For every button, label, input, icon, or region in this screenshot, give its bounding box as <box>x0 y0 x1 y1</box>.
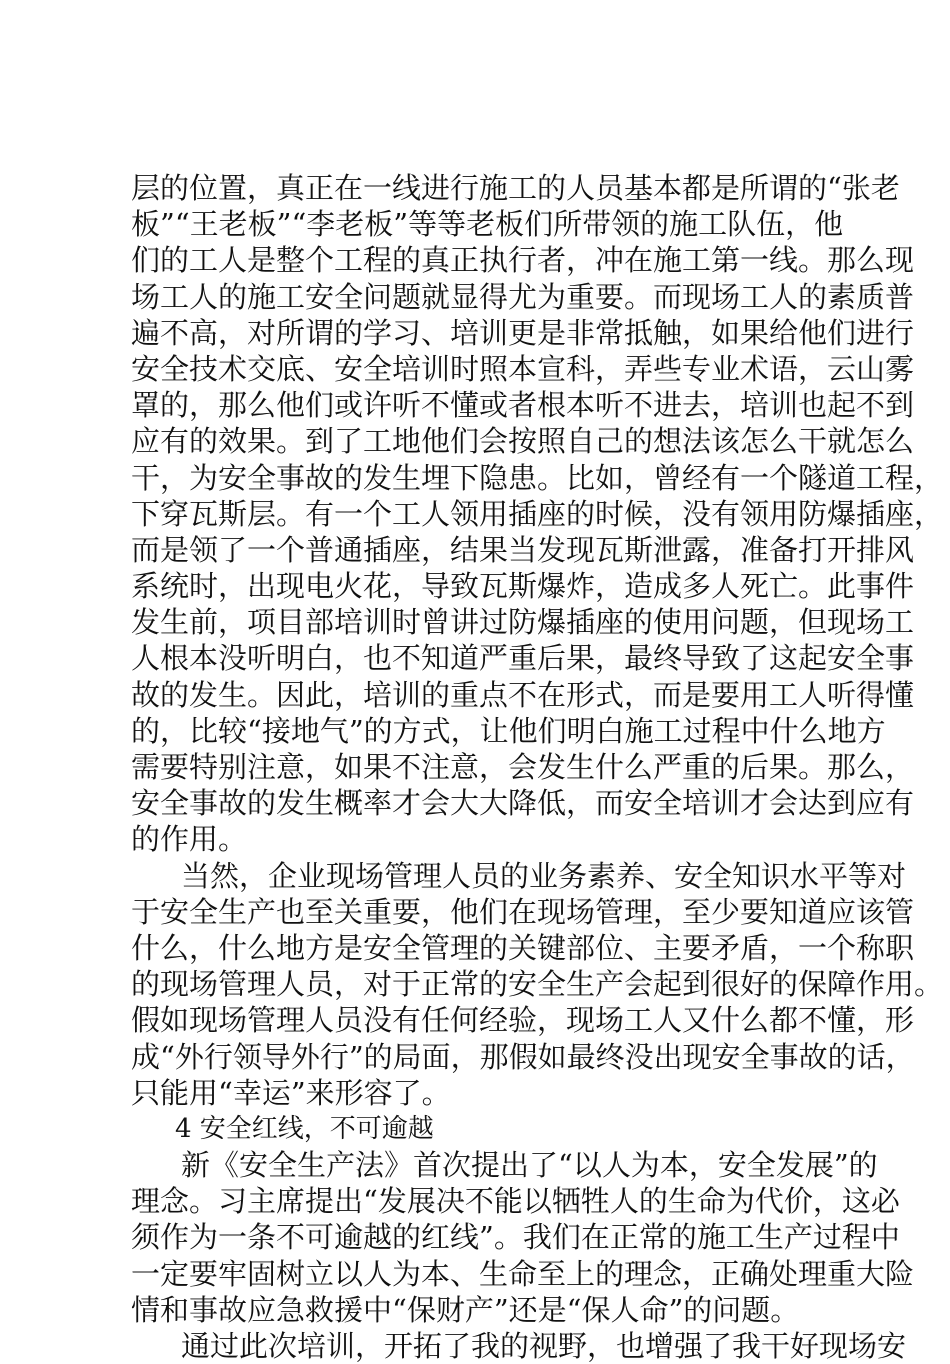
text-line: 当然，企业现场管理人员的业务素养、安全知识水平等对 <box>181 858 907 893</box>
text-line: 们的工人是整个工程的真正执行者，冲在施工第一线。那么现 <box>131 243 915 278</box>
text-line: 需要特别注意，如果不注意，会发生什么严重的后果。那么， <box>131 750 915 784</box>
text-line: 干，为安全事故的发生埋下隐患。比如，曾经有一个隧道工程， <box>131 460 944 495</box>
text-line: 于安全生产也至关重要，他们在现场管理，至少要知道应该管 <box>131 894 915 929</box>
text-line: 安全事故的发生概率才会大大降低，而安全培训才会达到应有 <box>131 786 915 821</box>
text-line: 假如现场管理人员没有任何经验，现场工人又什么都不懂，形 <box>131 1003 915 1038</box>
text-line: 遍不高，对所谓的学习、培训更是非常抵触，如果给他们进行 <box>131 315 915 350</box>
text-line: 而是领了一个普通插座，结果当发现瓦斯泄露，准备打开排风 <box>131 532 915 567</box>
text-line: 安全技术交底、安全培训时照本宣科，弄些专业术语，云山雾 <box>131 351 915 386</box>
text-line: 的作用。 <box>131 822 248 857</box>
body-text <box>131 170 944 1364</box>
text-line: 情和事故应急救援中“保财产”还是“保人命”的问题。 <box>131 1292 800 1327</box>
text-line: 成“外行领导外行”的局面，那假如最终没出现安全事故的话， <box>131 1039 915 1074</box>
text-line: 罩的，那么他们或许听不懂或者根本听不进去，培训也起不到 <box>131 388 915 423</box>
text-line: 板”“王老板”“李老板”等等老板们所带领的施工队伍，他 <box>131 207 844 242</box>
text-line: 发生前，项目部培训时曾讲过防爆插座的使用问题，但现场工 <box>131 605 915 640</box>
text-line: 通过此次培训，开拓了我的视野，也增强了我干好现场安 <box>181 1329 907 1363</box>
text-line: 的，比较“接地气”的方式，让他们明白施工过程中什么地方 <box>131 713 886 748</box>
text-line: 新《安全生产法》首次提出了“以人为本，安全发展”的 <box>181 1148 878 1183</box>
text-line: 须作为一条不可逾越的红线”。我们在正常的施工生产过程中 <box>131 1220 900 1255</box>
text-line: 故的发生。因此，培训的重点不在形式，而是要用工人听得懂 <box>131 677 915 712</box>
text-line: 系统时，出现电火花，导致瓦斯爆炸，造成多人死亡。此事件 <box>131 569 915 604</box>
text-line: 只能用“幸运”来形容了。 <box>131 1075 451 1110</box>
text-line: 下穿瓦斯层。有一个工人领用插座的时候，没有领用防爆插座， <box>131 496 944 531</box>
section-heading: 4 安全红线，不可逾越 <box>175 1113 434 1144</box>
text-line: 应有的效果。到了工地他们会按照自己的想法该怎么干就怎么 <box>131 424 915 459</box>
text-line: 一定要牢固树立以人为本、生命至上的理念，正确处理重大险 <box>131 1256 915 1291</box>
text-line: 理念。习主席提出“发展决不能以牺牲人的生命为代价，这必 <box>131 1184 900 1219</box>
text-line: 层的位置，真正在一线进行施工的人员基本都是所谓的“张老 <box>131 171 900 205</box>
text-line: 什么，什么地方是安全管理的关键部位、主要矛盾，一个称职 <box>131 930 915 965</box>
text-line: 场工人的施工安全问题就显得尤为重要。而现场工人的素质普 <box>131 279 915 314</box>
text-line: 的现场管理人员，对于正常的安全生产会起到很好的保障作用。 <box>131 967 944 1002</box>
text-line: 人根本没听明白，也不知道严重后果，最终导致了这起安全事 <box>131 641 915 676</box>
